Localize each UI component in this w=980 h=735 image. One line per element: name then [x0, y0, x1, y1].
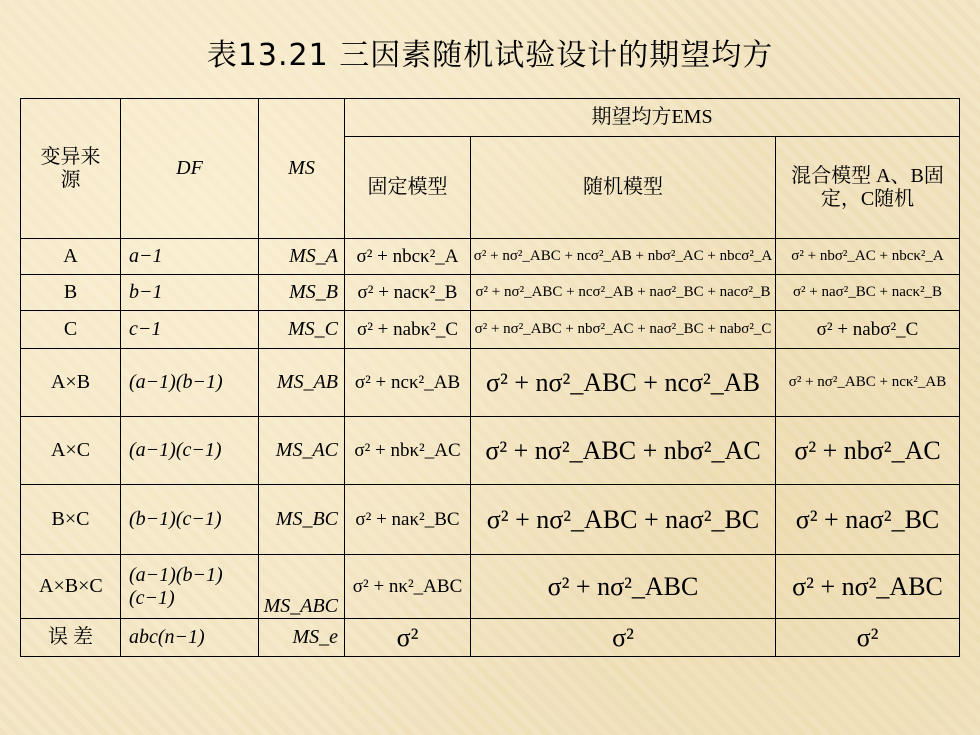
row-bc-ms: MS_BC	[259, 485, 345, 555]
row-ac-df: (a−1)(c−1)	[121, 417, 259, 485]
header-fixed: 固定模型	[345, 137, 471, 239]
row-b-fixed: σ² + nacκ²_B	[345, 275, 471, 311]
row-b-source: B	[21, 275, 121, 311]
row-a-fixed: σ² + nbcκ²_A	[345, 239, 471, 275]
row-c-source: C	[21, 311, 121, 349]
row-a-random: σ² + nσ²_ABC + ncσ²_AB + nbσ²_AC + nbcσ²_A	[471, 239, 776, 275]
row-ac-source: A×C	[21, 417, 121, 485]
row-b-ms: MS_B	[259, 275, 345, 311]
row-error-ms: MS_e	[259, 619, 345, 657]
row-c-fixed: σ² + nabκ²_C	[345, 311, 471, 349]
row-c-df: c−1	[121, 311, 259, 349]
row-ac-ms: MS_AC	[259, 417, 345, 485]
row-a-ms: MS_A	[259, 239, 345, 275]
row-error-df: abc(n−1)	[121, 619, 259, 657]
header-source: 变异来源	[21, 99, 121, 239]
row-abc-random: σ² + nσ²_ABC	[471, 555, 776, 619]
row-b-mixed: σ² + naσ²_BC + nacκ²_B	[776, 275, 960, 311]
row-ac-mixed: σ² + nbσ²_AC	[776, 417, 960, 485]
row-ab-df: (a−1)(b−1)	[121, 349, 259, 417]
header-ms: MS	[259, 99, 345, 239]
ems-table	[20, 98, 960, 657]
row-c-mixed: σ² + nabσ²_C	[776, 311, 960, 349]
row-a-mixed: σ² + nbσ²_AC + nbcκ²_A	[776, 239, 960, 275]
row-bc-source: B×C	[21, 485, 121, 555]
row-error-fixed: σ²	[345, 619, 471, 657]
row-abc-df: (a−1)(b−1)(c−1)	[121, 555, 259, 619]
row-b-random: σ² + nσ²_ABC + ncσ²_AB + naσ²_BC + nacσ²_B	[471, 275, 776, 311]
row-abc-mixed: σ² + nσ²_ABC	[776, 555, 960, 619]
row-bc-fixed: σ² + naκ²_BC	[345, 485, 471, 555]
row-bc-df: (b−1)(c−1)	[121, 485, 259, 555]
row-ac-fixed: σ² + nbκ²_AC	[345, 417, 471, 485]
row-ac-random: σ² + nσ²_ABC + nbσ²_AC	[471, 417, 776, 485]
row-a-df: a−1	[121, 239, 259, 275]
row-a-source: A	[21, 239, 121, 275]
row-c-random: σ² + nσ²_ABC + nbσ²_AC + naσ²_BC + nabσ²_C	[471, 311, 776, 349]
row-b-df: b−1	[121, 275, 259, 311]
row-bc-random: σ² + nσ²_ABC + naσ²_BC	[471, 485, 776, 555]
row-c-ms: MS_C	[259, 311, 345, 349]
row-abc-ms: MS_ABC	[259, 555, 345, 619]
header-df: DF	[121, 99, 259, 239]
row-bc-mixed: σ² + naσ²_BC	[776, 485, 960, 555]
header-ems: 期望均方EMS	[345, 99, 960, 137]
row-error-random: σ²	[471, 619, 776, 657]
row-ab-random: σ² + nσ²_ABC + ncσ²_AB	[471, 349, 776, 417]
row-abc-fixed: σ² + nκ²_ABC	[345, 555, 471, 619]
header-random: 随机模型	[471, 137, 776, 239]
row-ab-mixed: σ² + nσ²_ABC + ncκ²_AB	[776, 349, 960, 417]
row-error-source: 误 差	[21, 619, 121, 657]
row-abc-source: A×B×C	[21, 555, 121, 619]
header-mixed: 混合模型 A、B固定，C随机	[776, 137, 960, 239]
page-title: 表13.21 三因素随机试验设计的期望均方	[206, 38, 774, 73]
row-ab-source: A×B	[21, 349, 121, 417]
row-ab-fixed: σ² + ncκ²_AB	[345, 349, 471, 417]
row-error-mixed: σ²	[776, 619, 960, 657]
row-ab-ms: MS_AB	[259, 349, 345, 417]
